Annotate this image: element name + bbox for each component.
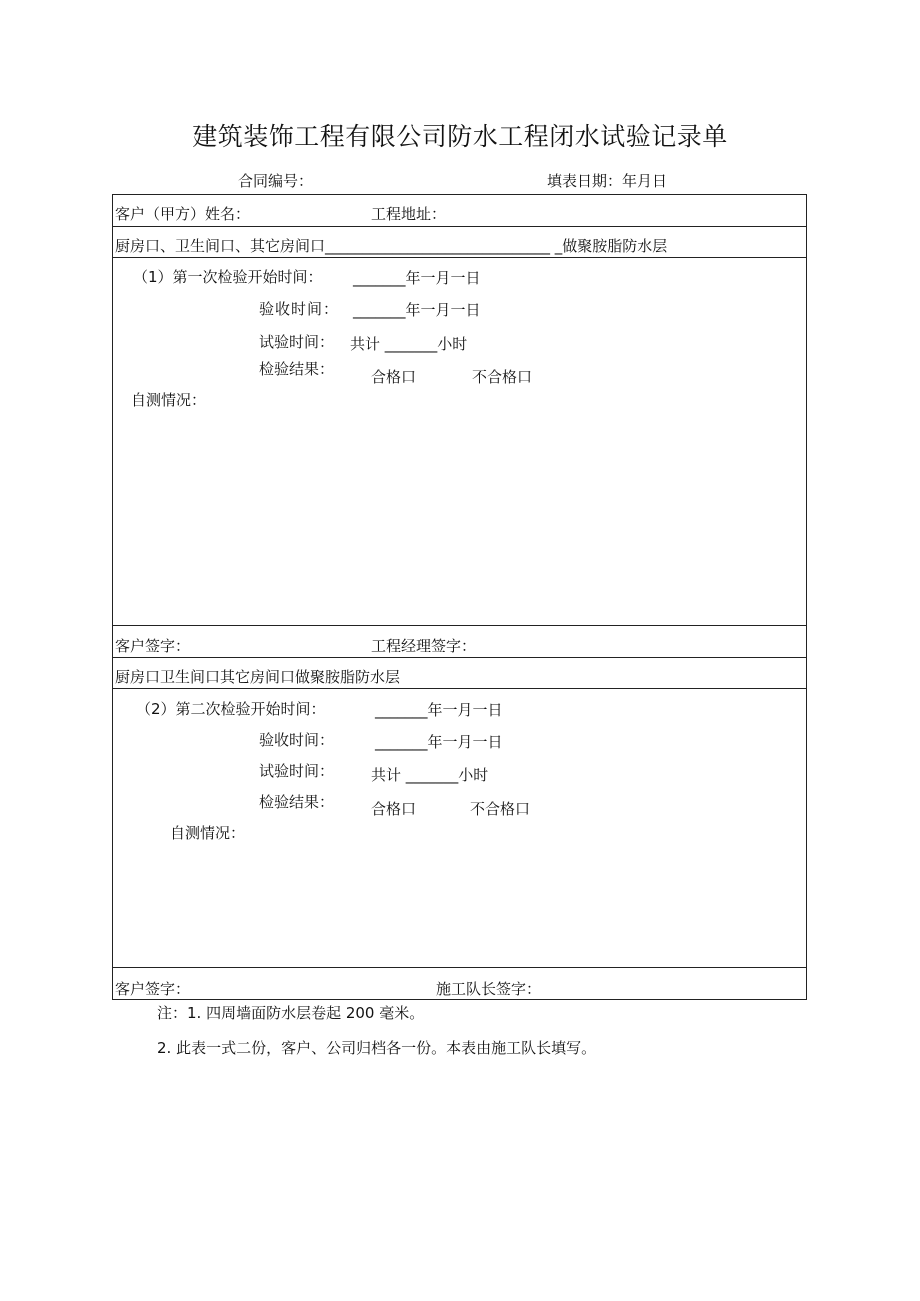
client-signature-field-2[interactable]: 客户签字： [115,980,191,998]
test2-result-label: 检验结果： [259,793,335,811]
test2-accept-label: 验收时间： [259,731,335,749]
fill-date-label: 填表日期：年月日 [547,172,668,190]
row-divider [112,688,807,689]
rooms-checklist-text[interactable]: 厨房口、卫生间口、其它房间口 [115,237,326,255]
test2-self-check-label: 自测情况： [170,824,246,842]
table-bottom-border [112,999,807,1000]
table-top-border [112,194,807,195]
client-signature-field-1[interactable]: 客户签字： [115,637,191,655]
row-divider [112,967,807,968]
test2-self-check-area[interactable] [113,846,805,966]
test1-start-field[interactable]: _______年一月一日 [353,269,481,287]
test1-duration-field[interactable]: 共计 _______小时 [350,335,468,353]
test2-duration-label: 试验时间： [259,762,335,780]
rooms-blank[interactable]: ______________________________ [325,237,551,255]
manager-signature-field[interactable]: 工程经理签字： [371,637,477,655]
table-right-border [806,194,807,1000]
page-title: 建筑装饰工程有限公司防水工程闭水试验记录单 [192,122,728,151]
test2-fail-checkbox[interactable]: 不合格口 [470,800,531,818]
row-divider [112,226,807,227]
test2-duration-field[interactable]: 共计 _______小时 [371,766,489,784]
test1-pass-checkbox[interactable]: 合格口 [371,368,417,386]
rooms-suffix: _做聚胺脂防水层 [554,237,668,255]
test2-accept-field[interactable]: _______年一月一日 [375,733,503,751]
client-name-field[interactable]: 客户（甲方）姓名： [115,205,251,223]
test1-self-check-area[interactable] [113,412,805,624]
row-divider [112,625,807,626]
team-leader-signature-field[interactable]: 施工队长签字： [436,980,542,998]
note-2: 2. 此表一式二份，客户、公司归档各一份。本表由施工队长填写。 [157,1039,597,1057]
test1-duration-label: 试验时间： [259,333,335,351]
test1-self-check-label: 自测情况： [131,391,207,409]
test1-result-label: 检验结果： [259,360,335,378]
rooms-checklist-1 [115,239,667,254]
rooms-checklist-2[interactable]: 厨房口卫生间口其它房间口做聚胺脂防水层 [115,668,401,686]
note-1: 注：1. 四周墙面防水层卷起 200 毫米。 [157,1004,425,1022]
project-address-field[interactable]: 工程地址： [371,205,447,223]
contract-number-label: 合同编号： [238,172,314,190]
row-divider [112,657,807,658]
test1-accept-label: 验收时间： [259,300,340,318]
test1-fail-checkbox[interactable]: 不合格口 [472,368,533,386]
test1-accept-field[interactable]: _______年一月一日 [353,301,481,319]
test1-start-label: （1）第一次检验开始时间： [133,268,323,286]
row-divider [112,257,807,258]
test2-pass-checkbox[interactable]: 合格口 [371,800,417,818]
test2-start-label: （2）第二次检验开始时间： [136,700,326,718]
test2-start-field[interactable]: _______年一月一日 [375,701,503,719]
